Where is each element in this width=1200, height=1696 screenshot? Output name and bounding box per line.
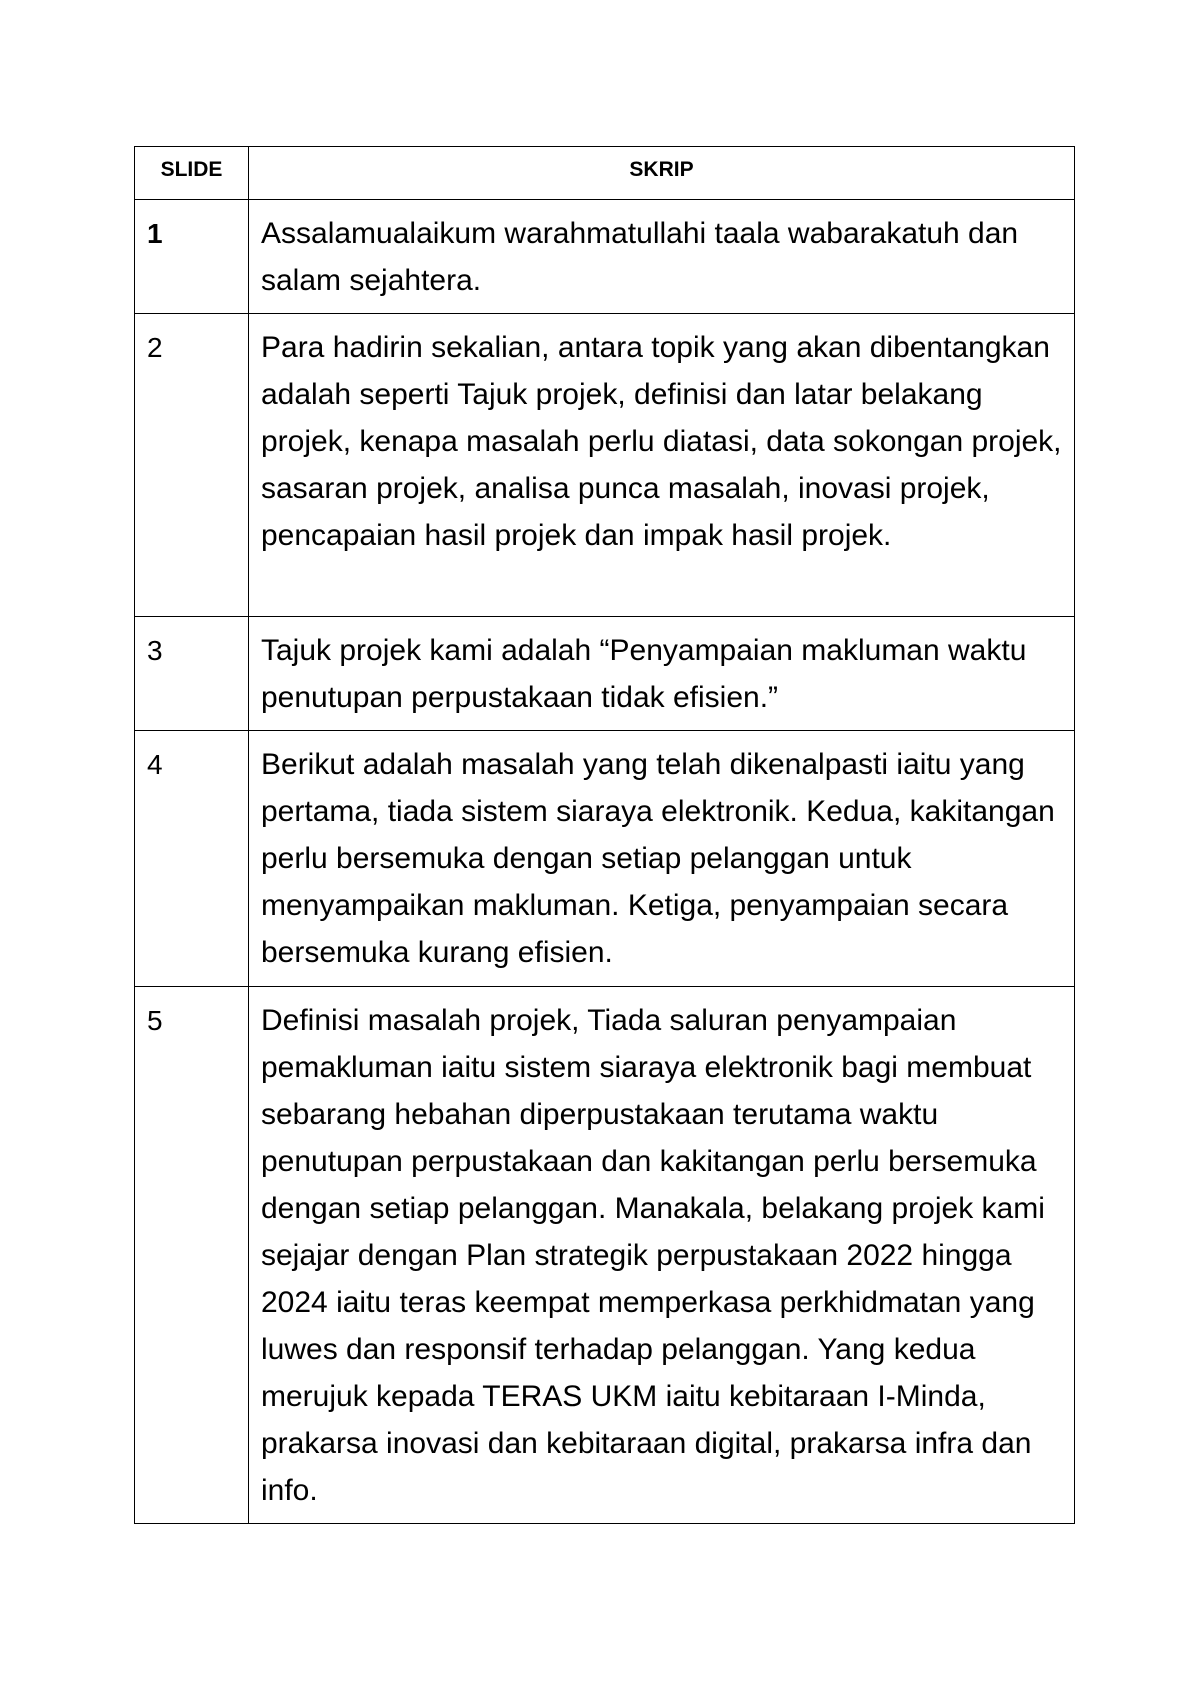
script-text: Para hadirin sekalian, antara topik yang akan dibentangkan adalah seperti Tajuk projek, definisi dan latar belakang projek, kenapa masalah perlu diatasi, data sokongan projek, sasaran projek, analisa punca masalah, inovasi projek, pencapaian hasil projek dan impak hasil projek. xyxy=(249,314,1075,617)
script-text: Tajuk projek kami adalah “Penyampaian makluman waktu penutupan perpustakaan tidak efisien.” xyxy=(249,617,1075,731)
header-slide xyxy=(135,147,249,200)
script-table xyxy=(134,146,1075,1524)
slide-number: 2 xyxy=(135,314,249,617)
header-slide-label: SLIDE xyxy=(160,158,223,181)
slide-number: 5 xyxy=(135,987,249,1524)
table-header-row xyxy=(135,147,1075,200)
table-row xyxy=(135,731,1075,987)
slide-number: 1 xyxy=(135,200,249,314)
script-text: Assalamualaikum warahmatullahi taala wabarakatuh dan salam sejahtera. xyxy=(249,200,1075,314)
table-row xyxy=(135,314,1075,617)
table-row xyxy=(135,200,1075,314)
script-text: Definisi masalah projek, Tiada saluran penyampaian pemakluman iaitu sistem siaraya elektronik bagi membuat sebarang hebahan diperpustakaan terutama waktu penutupan perpustakaan dan kakitangan perlu bersemuka dengan setiap pelanggan. Manakala, belakang projek kami sejajar dengan Plan strategik perpustakaan 2022 hingga 2024 iaitu teras keempat memperkasa perkhidmatan yang luwes dan responsif terhadap pelanggan. Yang kedua merujuk kepada TERAS UKM iaitu kebitaraan I-Minda, prakarsa inovasi dan kebitaraan digital, prakarsa infra dan info. xyxy=(249,987,1075,1524)
slide-number: 4 xyxy=(135,731,249,987)
slide-number: 3 xyxy=(135,617,249,731)
header-skrip xyxy=(249,147,1075,200)
script-text: Berikut adalah masalah yang telah dikenalpasti iaitu yang pertama, tiada sistem siaraya elektronik. Kedua, kakitangan perlu bersemuka dengan setiap pelanggan untuk menyampaikan makluman. Ketiga, penyampaian secara bersemuka kurang efisien. xyxy=(249,731,1075,987)
header-skrip-label: SKRIP xyxy=(629,158,694,181)
table-row xyxy=(135,617,1075,731)
table-row xyxy=(135,987,1075,1524)
